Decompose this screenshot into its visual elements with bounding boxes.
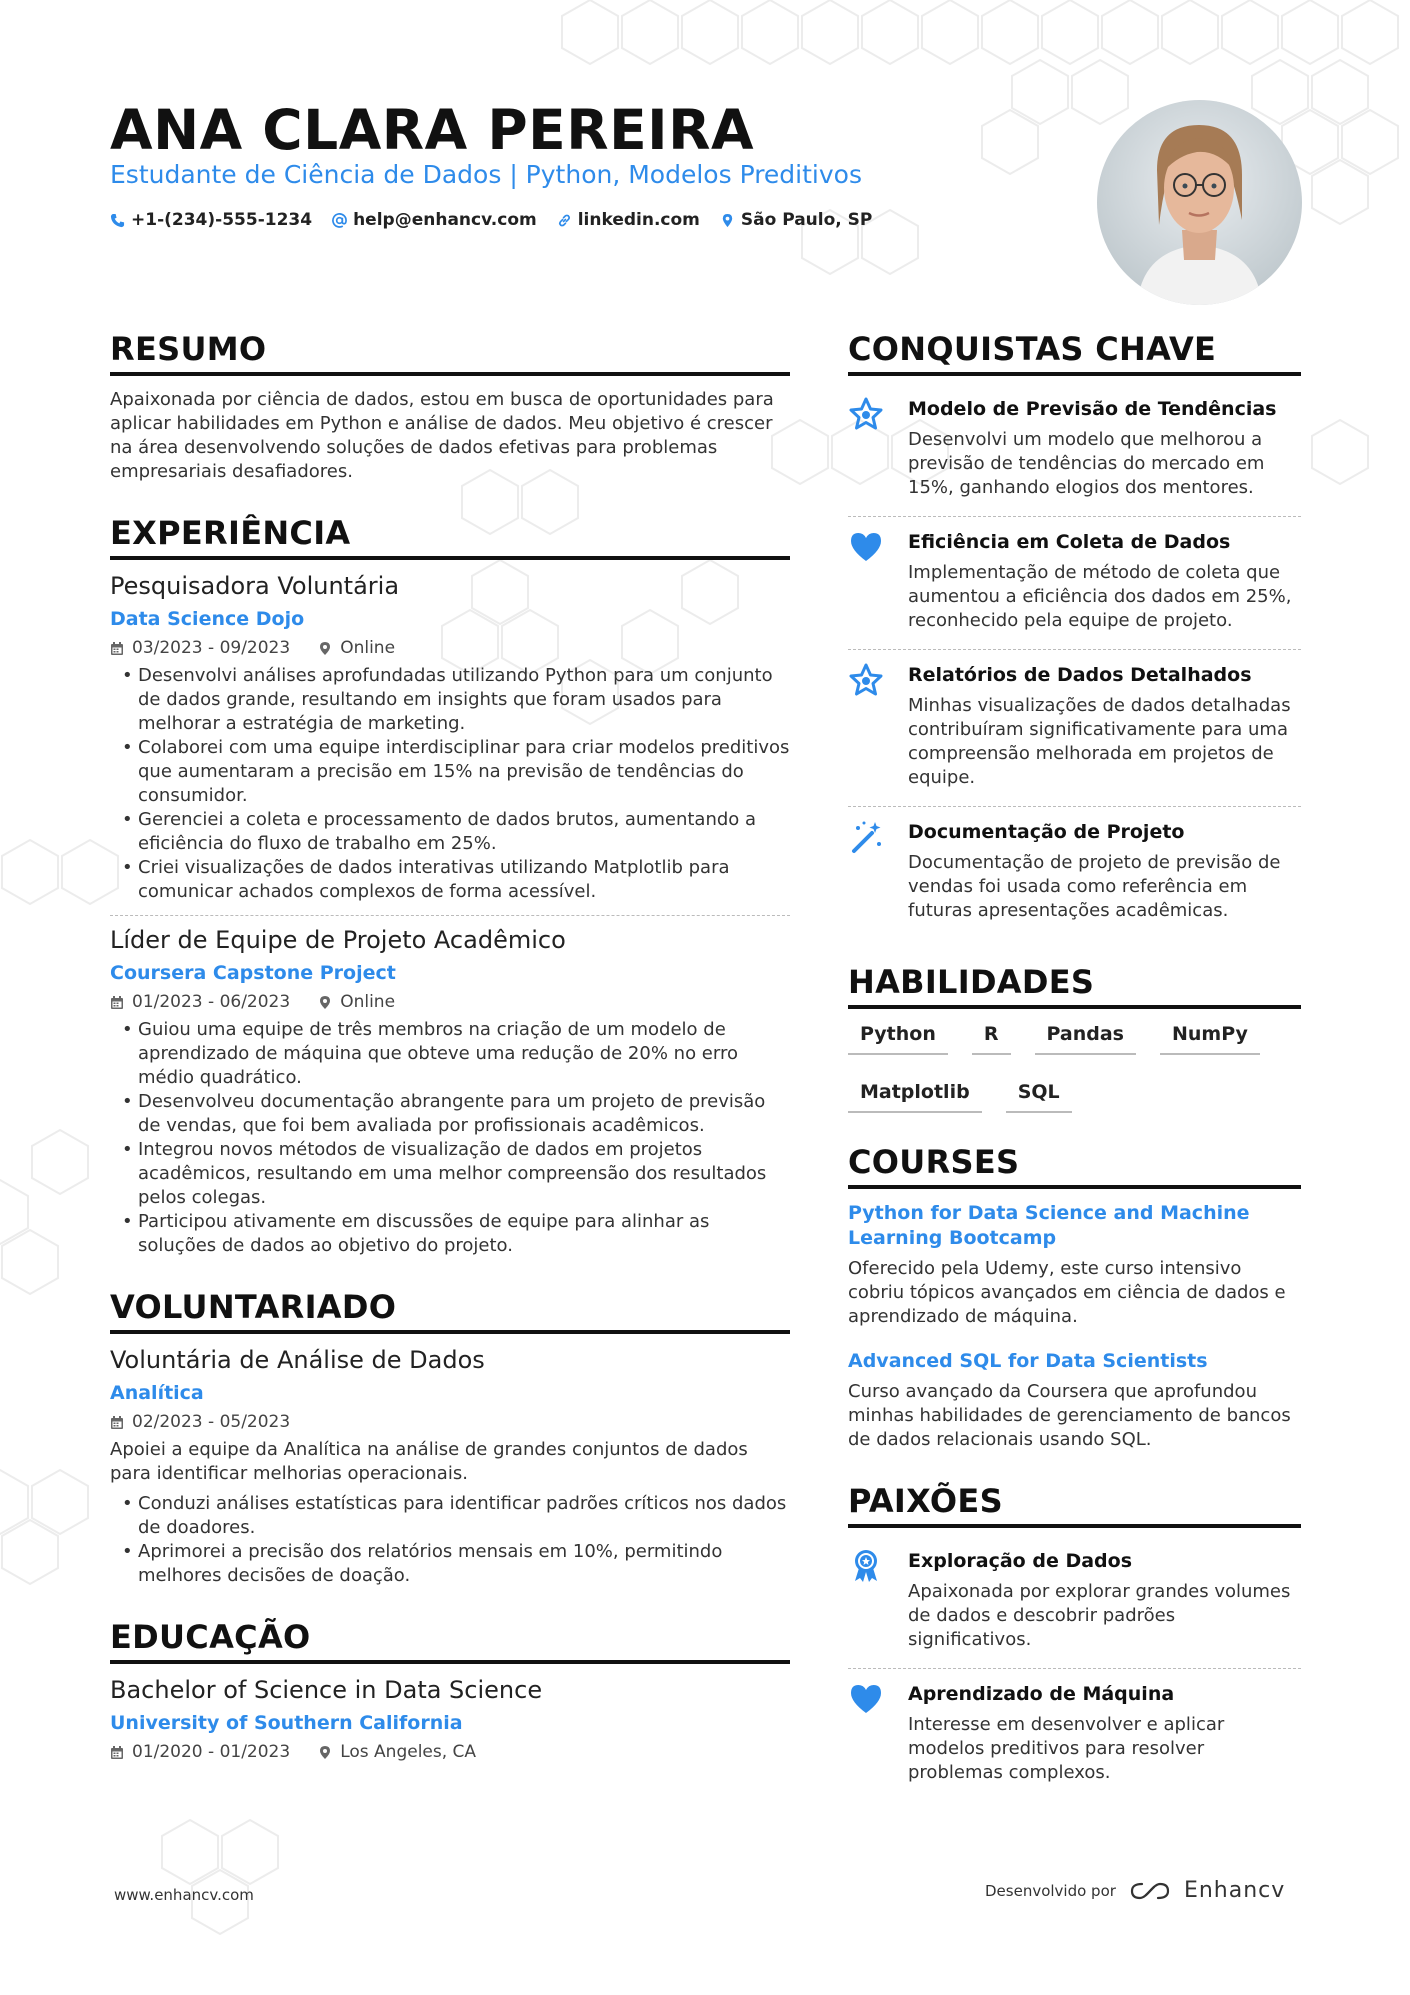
skill-tag: Python <box>848 1023 948 1055</box>
job-location <box>318 638 395 658</box>
achievements-section <box>848 330 1301 933</box>
passion-desc: Interesse em desenvolver e aplicar modelos preditivos para resolver problemas complexos. <box>908 1714 1225 1783</box>
contact-location <box>720 210 872 230</box>
contact-location-text: São Paulo, SP <box>740 210 873 230</box>
contact-email-text: help@enhancv.com <box>353 210 537 230</box>
education-section <box>110 1618 790 1762</box>
job-title: Líder de Equipe de Projeto Acadêmico <box>110 926 566 954</box>
volunteer-role: Voluntária de Análise de Dados <box>110 1346 485 1374</box>
heart-icon <box>848 1681 884 1717</box>
achievement-desc: Desenvolvi um modelo que melhorou a previsão de tendências do mercado em 15%, ganhando elogios dos mentores. <box>908 429 1265 498</box>
achievement-desc: Implementação de método de coleta que aumentou a eficiência dos dados em 25%, reconhecido pela equipe de projeto. <box>908 562 1292 631</box>
job-bullets <box>110 1018 790 1258</box>
skills-section <box>848 963 1301 1113</box>
job-meta <box>110 638 790 658</box>
achievement-title: Relatórios de Dados Detalhados <box>908 664 1252 686</box>
passion-desc: Apaixonada por explorar grandes volumes de dados e descobrir padrões significativos. <box>908 1581 1291 1650</box>
magic-wand-icon <box>848 819 884 855</box>
courses-title: COURSES <box>848 1143 1301 1189</box>
passion-title: Exploração de Dados <box>908 1550 1133 1572</box>
bullet: • Desenvolveu documentação abrangente para um projeto de previsão de vendas, que foi bem avaliada por profissionais acadêmicos. <box>110 1090 790 1138</box>
summary-title: RESUMO <box>110 330 790 376</box>
education-school: University of Southern California <box>110 1712 463 1734</box>
passion-item <box>848 1540 1301 1662</box>
achievement-desc: Documentação de projeto de previsão de vendas foi usada como referência em futuras apresentações acadêmicas. <box>908 852 1281 921</box>
footer-branding[interactable] <box>985 1878 1285 1903</box>
calendar-icon <box>110 641 124 656</box>
left-column <box>110 330 790 1792</box>
job-bullets <box>110 664 790 904</box>
education-location-text: Los Angeles, CA <box>340 1742 477 1762</box>
calendar-icon <box>110 995 124 1010</box>
star-icon <box>848 396 884 432</box>
education-location <box>318 1742 476 1762</box>
education-title: EDUCAÇÃO <box>110 1618 790 1664</box>
volunteer-org: Analítica <box>110 1382 204 1404</box>
bullet: • Guiou uma equipe de três membros na criação de um modelo de aprendizado de máquina que obteve uma redução de 20% no erro médio quadrático. <box>110 1018 790 1090</box>
passion-item <box>848 1673 1301 1795</box>
job-title: Pesquisadora Voluntária <box>110 572 400 600</box>
achievement-desc: Minhas visualizações de dados detalhadas contribuíram significativamente para uma compreensão melhorada em projetos de equipe. <box>908 695 1291 788</box>
experience-entry <box>110 926 790 1258</box>
achievements-title: CONQUISTAS CHAVE <box>848 330 1301 376</box>
achievement-title: Eficiência em Coleta de Dados <box>908 531 1231 553</box>
experience-title: EXPERIÊNCIA <box>110 514 790 560</box>
contact-bar <box>110 210 872 230</box>
phone-icon <box>110 213 125 228</box>
job-location <box>318 992 395 1012</box>
bullet: • Integrou novos métodos de visualização de dados em projetos acadêmicos, resultando em uma melhor compreensão dos resultados pelos colegas. <box>110 1138 790 1210</box>
job-meta <box>110 992 790 1012</box>
calendar-icon <box>110 1745 124 1760</box>
achievement-item <box>848 811 1301 933</box>
headline: Estudante de Ciência de Dados | Python, Modelos Preditivos <box>110 160 862 189</box>
achievement-title: Documentação de Projeto <box>908 821 1185 843</box>
education-degree: Bachelor of Science in Data Science <box>110 1676 543 1704</box>
footer-website[interactable]: www.enhancv.com <box>114 1886 254 1904</box>
right-column <box>848 330 1301 1825</box>
skills-list <box>848 1023 1301 1113</box>
job-dates-text: 01/2023 - 06/2023 <box>132 992 291 1012</box>
location-pin-icon <box>318 995 332 1010</box>
skill-tag: Pandas <box>1035 1023 1137 1055</box>
achievement-item <box>848 521 1301 643</box>
bullet: • Criei visualizações de dados interativas utilizando Matplotlib para comunicar achados complexos de forma acessível. <box>110 856 790 904</box>
job-location-text: Online <box>340 638 396 658</box>
divider <box>110 915 790 916</box>
volunteer-bullets <box>110 1492 790 1588</box>
bullet: • Conduzi análises estatísticas para identificar padrões críticos nos dados de doadores. <box>110 1492 790 1540</box>
job-company: Data Science Dojo <box>110 608 305 630</box>
job-dates <box>110 992 290 1012</box>
calendar-icon <box>110 1415 124 1430</box>
candidate-name: ANA CLARA PEREIRA <box>110 98 755 162</box>
divider <box>848 649 1301 650</box>
bullet: • Desenvolvi análises aprofundadas utilizando Python para um conjunto de dados grande, resultando em insights que foram usados para melhorar a estratégia de marketing. <box>110 664 790 736</box>
course-title: Python for Data Science and Machine Learning Bootcamp <box>848 1202 1250 1249</box>
passions-title: PAIXÕES <box>848 1482 1301 1528</box>
contact-phone-text: +1-(234)-555-1234 <box>131 210 313 230</box>
volunteer-dates <box>110 1412 290 1432</box>
bullet: • Aprimorei a precisão dos relatórios mensais em 10%, permitindo melhores decisões de doação. <box>110 1540 790 1588</box>
skill-tag: SQL <box>1006 1081 1072 1113</box>
achievement-item <box>848 654 1301 800</box>
volunteer-dates-text: 02/2023 - 05/2023 <box>132 1412 291 1432</box>
volunteer-title: VOLUNTARIADO <box>110 1288 790 1334</box>
link-icon <box>557 213 572 228</box>
skill-tag: NumPy <box>1160 1023 1260 1055</box>
contact-email[interactable] <box>332 210 537 230</box>
bullet: • Colaborei com uma equipe interdisciplinar para criar modelos preditivos que aumentaram a precisão em 15% na previsão de tendências do consumidor. <box>110 736 790 808</box>
job-dates-text: 03/2023 - 09/2023 <box>132 638 291 658</box>
award-ribbon-icon <box>848 1548 884 1584</box>
passion-title: Aprendizado de Máquina <box>908 1683 1175 1705</box>
volunteer-section <box>110 1288 790 1588</box>
job-company: Coursera Capstone Project <box>110 962 396 984</box>
contact-phone[interactable] <box>110 210 312 230</box>
contact-linkedin[interactable] <box>557 210 700 230</box>
achievement-item <box>848 388 1301 510</box>
education-dates <box>110 1742 290 1762</box>
footer-brand-name: Enhancv <box>1183 1878 1286 1903</box>
course-title: Advanced SQL for Data Scientists <box>848 1350 1208 1372</box>
education-meta <box>110 1742 790 1762</box>
star-icon <box>848 662 884 698</box>
summary-section <box>110 330 790 484</box>
skills-title: HABILIDADES <box>848 963 1301 1009</box>
at-icon <box>332 213 347 228</box>
enhancv-logo-icon <box>1128 1880 1172 1902</box>
powered-by-label: Desenvolvido por <box>985 1881 1116 1900</box>
achievement-title: Modelo de Previsão de Tendências <box>908 398 1277 420</box>
passions-section <box>848 1482 1301 1795</box>
course-desc: Oferecido pela Udemy, este curso intensivo cobriu tópicos avançados em ciência de dados e aprendizado de máquina. <box>848 1258 1286 1327</box>
volunteer-meta <box>110 1412 790 1432</box>
divider <box>848 516 1301 517</box>
course-desc: Curso avançado da Coursera que aprofundou minhas habilidades de gerenciamento de bancos de dados relacionais usando SQL. <box>848 1381 1291 1450</box>
skill-tag: Matplotlib <box>848 1081 982 1113</box>
experience-entry <box>110 572 790 904</box>
contact-linkedin-text: linkedin.com <box>577 210 700 230</box>
summary-text: Apaixonada por ciência de dados, estou em busca de oportunidades para aplicar habilidades em Python e análise de dados. Meu objetivo é crescer na área desenvolvendo soluções de dados efetivas para problemas empresariais desafiadores. <box>110 389 774 482</box>
location-pin-icon <box>318 641 332 656</box>
heart-icon <box>848 529 884 565</box>
skill-tag: R <box>972 1023 1011 1055</box>
courses-section <box>848 1143 1301 1452</box>
job-dates <box>110 638 290 658</box>
job-location-text: Online <box>340 992 396 1012</box>
volunteer-description: Apoiei a equipe da Analítica na análise de grandes conjuntos de dados para identificar melhorias operacionais. <box>110 1439 748 1484</box>
divider <box>848 806 1301 807</box>
divider <box>848 1668 1301 1669</box>
location-pin-icon <box>318 1745 332 1760</box>
profile-photo <box>1097 100 1302 305</box>
education-dates-text: 01/2020 - 01/2023 <box>132 1742 291 1762</box>
location-pin-icon <box>720 213 735 228</box>
experience-section <box>110 514 790 1258</box>
bullet: • Gerenciei a coleta e processamento de dados brutos, aumentando a eficiência do fluxo de trabalho em 25%. <box>110 808 790 856</box>
bullet: • Participou ativamente em discussões de equipe para alinhar as soluções de dados ao objetivo do projeto. <box>110 1210 790 1258</box>
